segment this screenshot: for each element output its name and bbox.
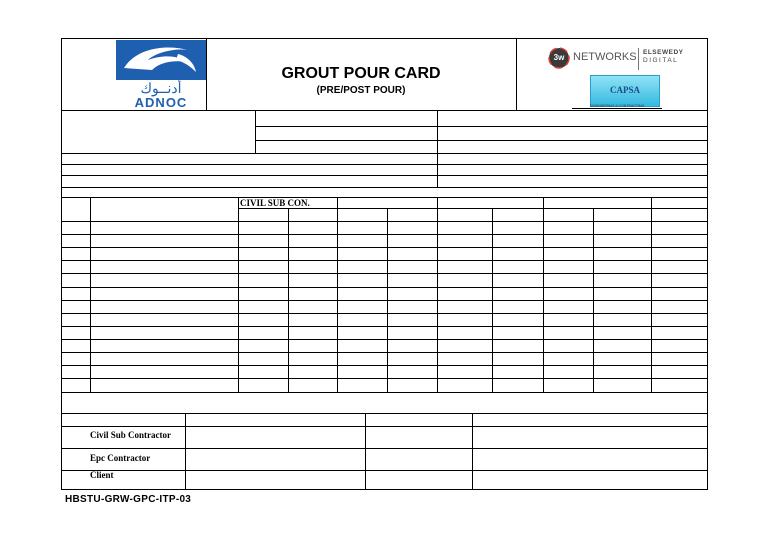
signature-top-line — [61, 413, 708, 414]
header-divider-right — [516, 38, 517, 110]
grid-row-line — [61, 339, 708, 340]
grid-row-line — [61, 313, 708, 314]
document-number: HBSTU-GRW-GPC-ITP-03 — [65, 494, 192, 505]
grid-row-line — [61, 260, 708, 261]
grid-col-6 — [437, 197, 438, 392]
civil-sub-con-header: CIVIL SUB CON. — [240, 198, 310, 208]
grid-row-line — [61, 300, 708, 301]
signature-line-1 — [61, 426, 708, 427]
grid-col-2 — [238, 197, 239, 392]
grid-col-4 — [337, 197, 338, 392]
info-line-5 — [61, 175, 708, 176]
adnoc-falcon-icon — [116, 40, 206, 80]
capsa-logo — [590, 75, 660, 107]
signature-line-2 — [61, 448, 708, 449]
elsewedy-line1: ELSEWEDY — [643, 49, 684, 56]
grid-row-line — [61, 326, 708, 327]
signature-col-3 — [472, 413, 473, 490]
page-title: GROUT POUR CARD — [281, 65, 441, 82]
grid-col-8 — [543, 197, 544, 392]
networks-text: NETWORKS — [573, 51, 637, 63]
info-line-1 — [255, 126, 708, 127]
grid-row-line — [61, 352, 708, 353]
grid-row-line — [61, 247, 708, 248]
signature-label-civil: Civil Sub Contractor — [90, 430, 171, 440]
elsewedy-logo — [638, 48, 687, 70]
info-divider-a — [255, 110, 256, 153]
grid-row-line — [61, 287, 708, 288]
info-line-4 — [61, 164, 708, 165]
grid-row-line — [61, 365, 708, 366]
info-line-2 — [255, 140, 708, 141]
grid-subheader-line — [238, 208, 708, 209]
signature-col-2 — [365, 413, 366, 490]
grid-bottom-line — [61, 392, 708, 393]
networks-logo — [548, 46, 638, 70]
info-line-3 — [61, 153, 708, 154]
adnoc-latin-text: ADNOC — [134, 95, 188, 110]
grid-col-10 — [651, 197, 652, 392]
signature-col-1 — [185, 413, 186, 490]
grid-row-line — [61, 378, 708, 379]
info-line-7 — [61, 197, 708, 198]
grid-row-line — [61, 234, 708, 235]
grid-col-1 — [90, 197, 91, 392]
capsa-name: CAPSA — [609, 85, 640, 95]
header-bottom-line — [61, 110, 708, 111]
page-subtitle: (PRE/POST POUR) — [316, 85, 406, 96]
networks-badge-text: 3w — [553, 53, 565, 62]
adnoc-logo — [116, 40, 206, 110]
info-line-6 — [61, 187, 708, 188]
signature-line-3 — [61, 470, 708, 471]
elsewedy-line2: DIGITAL — [643, 57, 679, 64]
grid-row-line — [61, 221, 708, 222]
capsa-tagline: ENGINEERING & CONTRACTING — [572, 104, 662, 109]
grid-row-line — [61, 273, 708, 274]
signature-label-epc: Epc Contractor — [90, 453, 151, 463]
signature-label-client: Client — [90, 470, 114, 480]
adnoc-arabic-text: أدنــوك — [140, 80, 182, 96]
